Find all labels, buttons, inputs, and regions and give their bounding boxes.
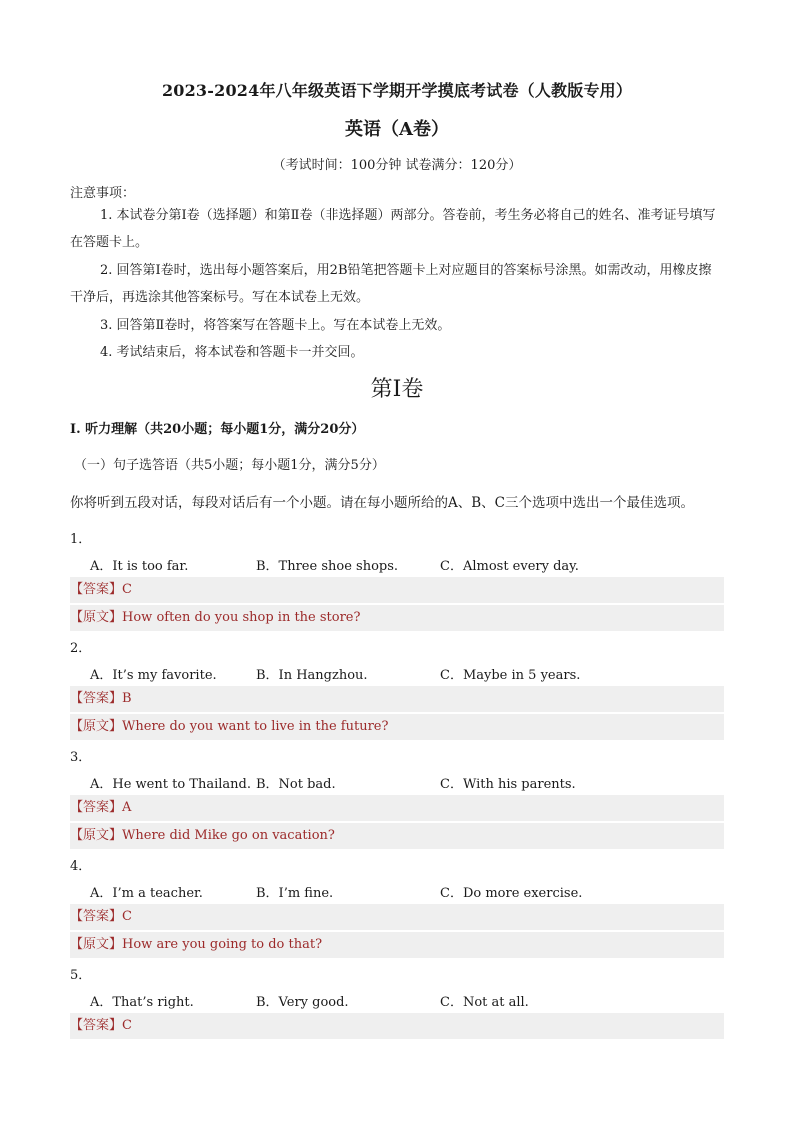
- answer-label: 【答案】: [70, 909, 123, 924]
- option-c: C．Not at all.: [440, 995, 529, 1010]
- answer-value: B: [122, 691, 132, 706]
- listening-instruction: 你将听到五段对话，每段对话后有一个小题。请在每小题所给的A、B、C三个选项中选出一个最佳选项。: [70, 495, 694, 511]
- note-item: 2. 回答第Ⅰ卷时，选出每小题答案后，用2B铅笔把答题卡上对应题目的答案标号涂黑。如需改动，用橡皮擦干净后，再选涂其他答案标号。写在本试卷上无效。: [70, 263, 712, 305]
- option-a: A．I’m a teacher.: [90, 886, 203, 901]
- transcript-label: 【原文】: [70, 937, 123, 952]
- transcript-row: [70, 932, 724, 958]
- answer-value: A: [122, 800, 132, 815]
- transcript-text: How often do you shop in the store?: [122, 610, 361, 625]
- transcript-row: [70, 714, 724, 740]
- transcript-label: 【原文】: [70, 610, 123, 625]
- answer-row: [70, 904, 724, 930]
- option-b: B．Very good.: [256, 995, 349, 1010]
- answer-label: 【答案】: [70, 1018, 123, 1033]
- option-b: B．I’m fine.: [256, 886, 334, 901]
- transcript-text: Where do you want to live in the future?: [122, 719, 389, 734]
- answer-label: 【答案】: [70, 800, 123, 815]
- answer-row: [70, 1013, 724, 1039]
- section-title: 第Ⅰ卷: [370, 377, 424, 402]
- option-c: C．With his parents.: [440, 777, 576, 792]
- transcript-row: [70, 823, 724, 849]
- option-a: A．It is too far.: [90, 559, 189, 574]
- subpart-heading: （一）句子选答语（共5小题；每小题1分，满分5分）: [74, 458, 385, 473]
- question-number: 3．: [70, 750, 92, 765]
- answer-row: [70, 577, 724, 603]
- answer-row: [70, 795, 724, 821]
- question-number: 2．: [70, 641, 92, 656]
- option-b: B．Not bad.: [256, 777, 336, 792]
- option-a: A．That’s right.: [90, 995, 194, 1010]
- answer-value: C: [122, 909, 132, 924]
- question-number: 1．: [70, 532, 92, 547]
- answer-label: 【答案】: [70, 582, 123, 597]
- note-item: 4. 考试结束后，将本试卷和答题卡一并交回。: [100, 345, 364, 360]
- exam-time-and-score: （考试时间：100分钟 试卷满分：120分）: [272, 158, 522, 173]
- option-b: B．Three shoe shops.: [256, 559, 399, 574]
- transcript-label: 【原文】: [70, 719, 123, 734]
- option-c: C．Maybe in 5 years.: [440, 668, 581, 683]
- answer-value: C: [122, 1018, 132, 1033]
- option-c: C．Do more exercise.: [440, 886, 583, 901]
- exam-title: 2023-2024年八年级英语下学期开学摸底考试卷（人教版专用）: [161, 81, 633, 100]
- notes-heading: 注意事项：: [70, 186, 136, 201]
- option-b: B．In Hangzhou.: [256, 668, 368, 683]
- note-item: 3. 回答第Ⅱ卷时，将答案写在答题卡上。写在本试卷上无效。: [100, 318, 451, 333]
- exam-subtitle: 英语（A卷）: [345, 119, 449, 140]
- part-heading: I. 听力理解（共20小题；每小题1分，满分20分）: [70, 422, 365, 437]
- option-a: A．He went to Thailand.: [90, 777, 251, 792]
- option-a: A．It’s my favorite.: [90, 668, 217, 683]
- transcript-label: 【原文】: [70, 828, 123, 843]
- option-c: C．Almost every day.: [440, 559, 579, 574]
- question-number: 4．: [70, 859, 92, 874]
- question-number: 5．: [70, 968, 92, 983]
- answer-label: 【答案】: [70, 691, 123, 706]
- answer-value: C: [122, 582, 132, 597]
- answer-row: [70, 686, 724, 712]
- transcript-text: Where did Mike go on vacation?: [122, 828, 335, 843]
- transcript-text: How are you going to do that?: [122, 937, 323, 952]
- note-item: 1. 本试卷分第Ⅰ卷（选择题）和第Ⅱ卷（非选择题）两部分。答卷前，考生务必将自己的姓名、准考证号填写在答题卡上。: [70, 208, 716, 250]
- transcript-row: [70, 605, 724, 631]
